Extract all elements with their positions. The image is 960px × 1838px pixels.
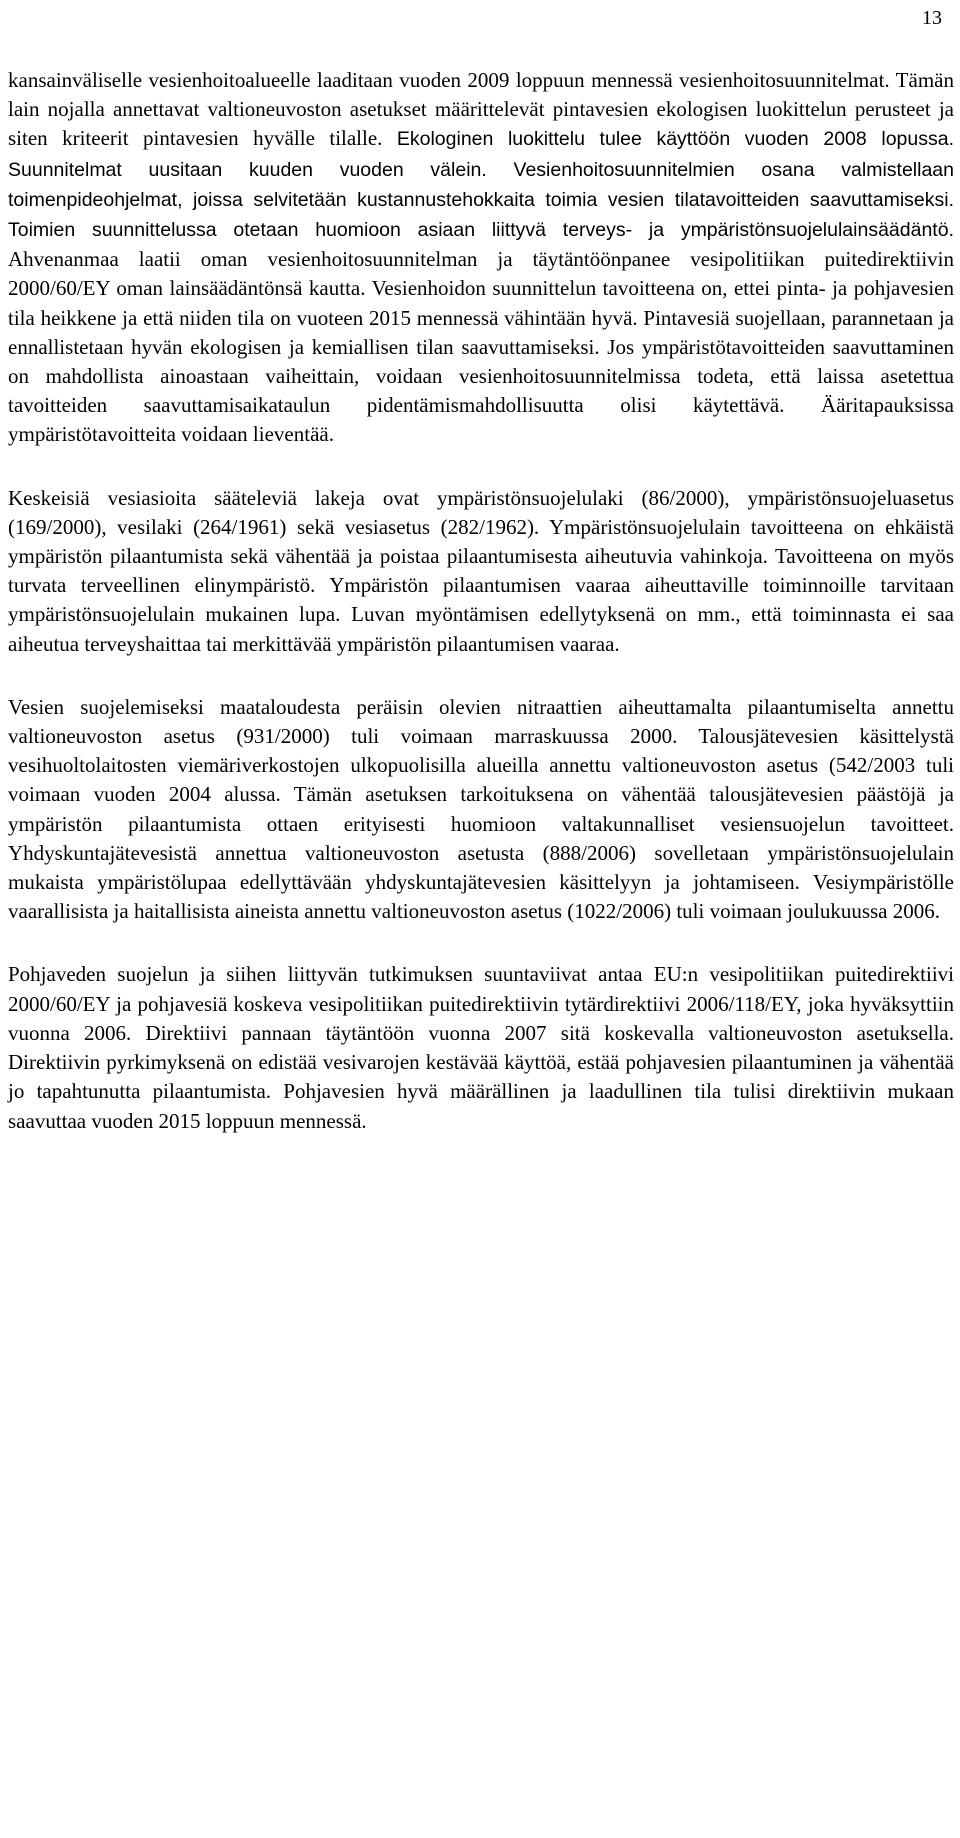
- paragraph-segment: Vesien suojelemiseksi maataloudesta peräisin olevien nitraattien aiheuttamalta pilaantumiselta annettu valtioneuvoston asetus (931/2000) tuli voimaan marraskuussa 2000. Talousjätevesien käsittelystä vesihuoltolaitosten viemäriverkostojen ulkopuolisilla alueilla annettu valtioneuvoston asetus (542/2003 tuli voimaan vuoden 2004 alussa. Tämän asetuksen tarkoituksena on vähentää talousjätevesien päästöjä ja ympäristön pilaantumista ottaen erityisesti huomioon valtakunnalliset vesiensuojelun tavoitteet. Yhdyskuntajätevesistä annettua valtioneuvoston asetusta (888/2006) sovelletaan ympäristönsuojelulain mukaista ympäristölupaa edellyttävään yhdyskuntajätevesien käsittelyyn ja johtamiseen. Vesiympäristölle vaarallisista ja haitallisista aineista annettu valtioneuvoston asetus (1022/2006) tuli voimaan joulukuussa 2006.: [8, 694, 954, 924]
- body-text: [8, 66, 954, 1170]
- paragraph-segment: Pohjaveden suojelun ja siihen liittyvän tutkimuksen suuntaviivat antaa EU:n vesipolitiikan puitedirektiivi 2000/60/EY ja pohjavesiä koskeva vesipolitiikan puitedirektiivin tytärdirektiivi 2006/118/EY, joka hyväksyttiin vuonna 2006. Direktiivi pannaan täytäntöön vuonna 2007 sitä koskevalla valtioneuvoston asetuksella. Direktiivin pyrkimyksenä on edistää vesivarojen kestävää käyttöä, estää pohjavesien pilaantuminen ja vähentää jo tapahtunutta pilaantumista. Pohjavesien hyvä määrällinen ja laadullinen tila tulisi direktiivin mukaan saavuttaa vuoden 2015 loppuun mennessä.: [8, 962, 954, 1133]
- paragraph-groundwater: [8, 960, 954, 1135]
- paragraph-water-management-plans: [8, 66, 954, 450]
- paragraph-decrees: [8, 693, 954, 927]
- paragraph-segment: kansainväliselle vesienhoitoalueelle laaditaan vuoden 2009 loppuun mennessä vesienhoitosuunnitelmat. Tämän lain nojalla annettavat valtioneuvoston asetukset määrittelevät pintavesien ekologisen luokittelun perusteet ja siten kriteerit pintavesien hyvälle tilalle.: [8, 68, 954, 151]
- paragraph-segment: Ekologinen luokittelu tulee käyttöön vuoden 2008 lopussa. Suunnitelmat uusitaan kuuden vuoden välein. Vesienhoitosuunnitelmien osana valmistellaan toimenpideohjelmat, joissa selvitetään kustannustehokkaita toimia vesien tilatavoitteiden saavuttamiseksi. Toimien suunnittelussa otetaan huomioon asiaan liittyvä terveys- ja ympäristönsuojelulainsäädäntö.: [8, 128, 954, 242]
- paragraph-key-water-laws: [8, 484, 954, 659]
- paragraph-segment: Ahvenanmaa laatii oman vesienhoitosuunnitelman ja täytäntöönpanee vesipolitiikan puitedirektiivin 2000/60/EY oman lainsäädäntönsä kautta. Vesienhoidon suunnittelun tavoitteena on, ettei pinta- ja pohjavesien tila heikkene ja että niiden tila on vuoteen 2015 mennessä vähintään hyvä. Pintavesiä suojellaan, parannetaan ja ennallistetaan hyvän ekologisen ja kemiallisen tilan saavuttamiseksi. Jos ympäristötavoitteiden saavuttaminen on mahdollista ainoastaan vaiheittain, voidaan vesienhoitosuunnitelmissa todeta, että laissa asetettua tavoitteiden saavuttamisaikataulun pidentämismahdollisuutta olisi käytettävä. Ääritapauksissa ympäristötavoitteita voidaan lieventää.: [8, 247, 954, 447]
- page-number: 13: [922, 7, 942, 29]
- paragraph-segment: Keskeisiä vesiasioita sääteleviä lakeja ovat ympäristönsuojelulaki (86/2000), ympäristönsuojeluasetus (169/2000), vesilaki (264/1961) sekä vesiasetus (282/1962). Ympäristönsuojelulain tavoitteena on ehkäistä ympäristön pilaantumista sekä vähentää ja poistaa pilaantumisesta aiheutuvia vahinkoja. Tavoitteena on myös turvata terveellinen elinympäristö. Ympäristön pilaantumisen vaaraa aiheuttaville toiminnoille tarvitaan ympäristönsuojelulain mukainen lupa. Luvan myöntämisen edellytyksenä on mm., että toiminnasta ei saa aiheutua terveyshaittaa tai merkittävää ympäristön pilaantumisen vaaraa.: [8, 485, 954, 656]
